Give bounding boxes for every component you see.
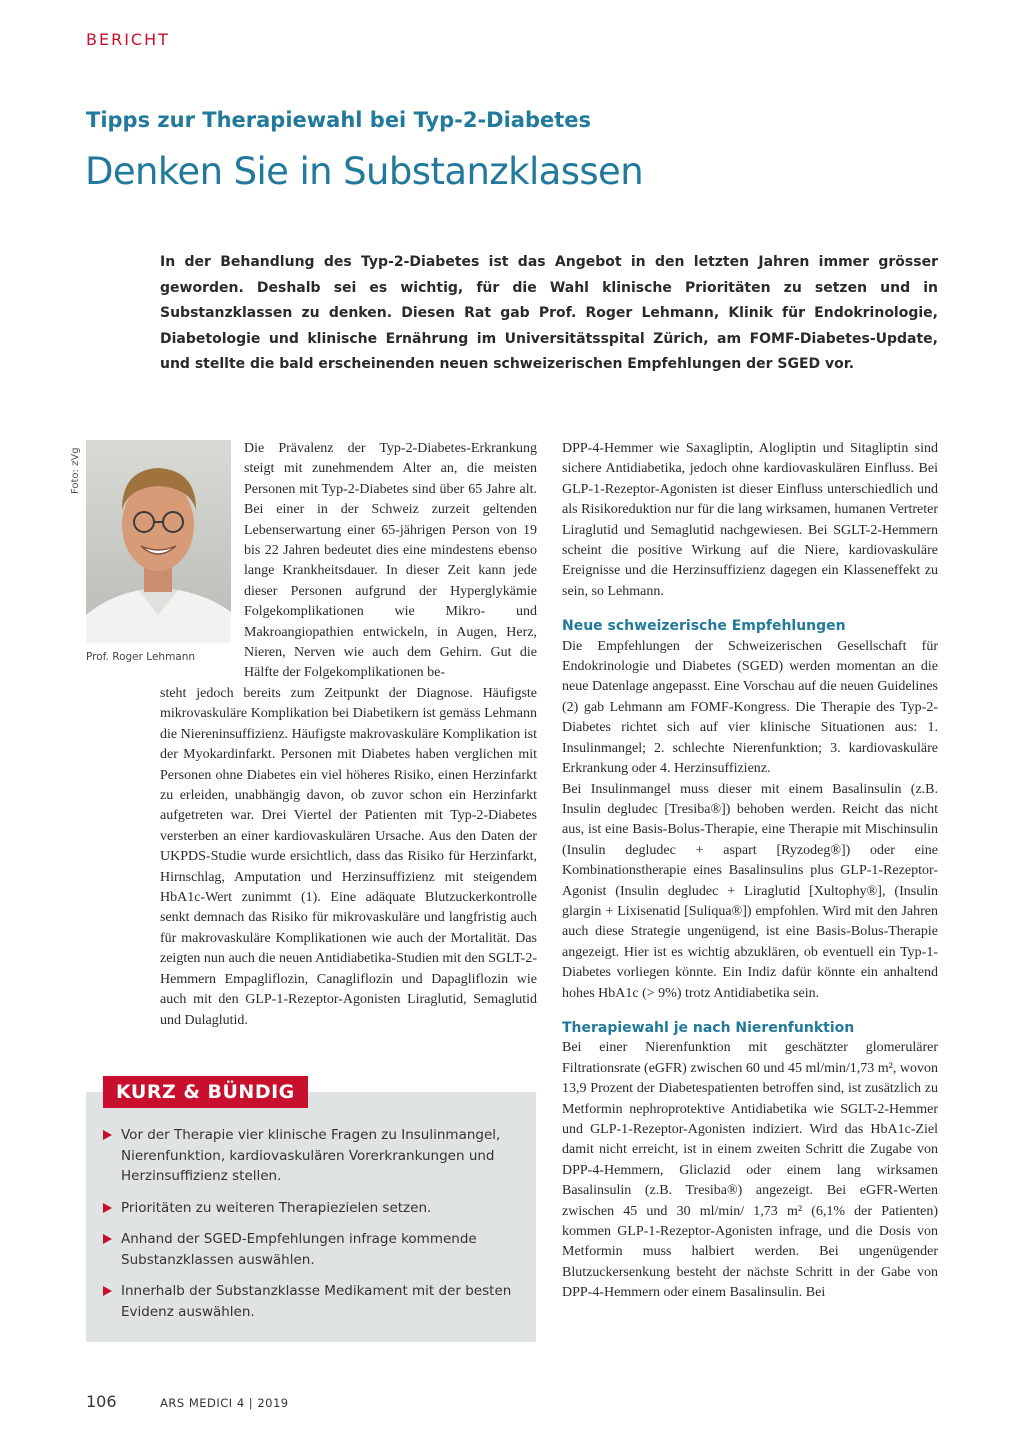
body-paragraph: Bei einer Nierenfunktion mit geschätzter glomerulärer Filtrationsrate (eGFR) zwischen 60 und 45 ml/min/1,73 m², wovon 13,9 Prozent der Diabetespatienten betroffen sind, ist zusätzlich zu Metformin nephroprotektive Antidiabetika wie SGLT-2-Hemmer und GLP-1-Rezeptor-Agonisten indiziert. Wird das HbA1c-Ziel damit nicht erreicht, ist in einem zweiten Schritt die Zugabe von DPP-4-Hemmern, Gliclazid oder einem lang wirksamen Basalinsulin (z.B. Tresiba®) angezeigt. Bei eGFR-Werten zwischen 45 und 30 ml/min/ 1,73 m² (6,1% der Patienten) kommen GLP-1-Rezeptor-Agonisten infrage, und die Dosis von Metformin muss halbiert werden. Bei ungenügender Blutzuckersenkung besteht der nächste Schritt in der Gabe von DPP-4-Hemmern oder einem Basalinsulin. Bei	[562, 1040, 938, 1301]
section-label: BERICHT	[86, 30, 170, 49]
body-paragraph: steht jedoch bereits zum Zeitpunkt der Diagnose. Häufigste mikrovaskuläre Komplikation bei Diabetikern ist gemäss Lehmann die Niereninsuffizienz. Häufigste makrovaskuläre Komplikation ist der Myokardinfarkt. Personen mit Diabetes haben verglichen mit Personen ohne Diabetes ein viel höheres Risiko, einen Herzinfarkt zu erleiden, unabhängig davon, ob zuvor schon ein Herzinfarkt aufgetreten war. Drei Viertel der Patienten mit Typ-2-Diabetes versterben an einer kardiovaskulären Ursache. Aus den Daten der UKPDS-Studie wurde ersichtlich, dass das Risiko für Herzinfarkt, Hirnschlag, Amputation und Herzinsuffizienz mit steigendem HbA1c-Wert zunimmt (1). Eine adäquate Blutzuckerkontrolle senkt demnach das Risiko für mikrovaskuläre und langfristig auch für makrovaskuläre Komplikationen wie auch der Mortalität. Das zeigten nun auch die neuen Antidiabetika-Studien mit den SGLT-2-Hemmern Empagliflozin, Canagliflozin und Dapagliflozin wie auch mit den GLP-1-Rezeptor-Agonisten Liraglutid, Semaglutid und Dulaglutid.	[160, 686, 537, 1028]
body-column-1-bottom	[160, 684, 537, 1031]
subheading-nierenfunktion: Therapiewahl je nach Nierenfunktion	[562, 1019, 855, 1036]
article-headline: Denken Sie in Substanzklassen	[85, 150, 644, 193]
body-column-1-top	[244, 439, 537, 684]
body-column-2	[562, 439, 938, 1304]
list-item: Anhand der SGED-Empfehlungen infrage kommende Substanzklassen auswählen.	[103, 1229, 513, 1270]
article-kicker: Tipps zur Therapiewahl bei Typ-2-Diabetes	[86, 108, 592, 132]
summary-box-title: KURZ & BÜNDIG	[103, 1076, 308, 1108]
triangle-bullet-icon	[103, 1286, 112, 1296]
portrait-photo	[86, 440, 231, 643]
body-paragraph: DPP-4-Hemmer wie Saxagliptin, Alogliptin und Sitagliptin sind sichere Antidiabetika, jedoch ohne kardiovaskulären Einfluss. Bei GLP-1-Rezeptor-Agonisten ist dieser Einfluss unterschiedlich und als Risikoreduktion nur für die lang wirksamen, humanen Vertreter Liraglutid und Semaglutid nachgewiesen. Bei SGLT-2-Hemmern scheint die positive Wirkung auf die Niere, kardiovaskuläre Ereignisse und die Herzinsuffizienz dagegen ein Klasseneffekt zu sein, so Lehmann.	[562, 441, 938, 599]
body-paragraph: Die Empfehlungen der Schweizerischen Gesellschaft für Endokrinologie und Diabetes (SGED) werden momentan an die neue Datenlage angepasst. Eine Vorschau auf die neuen Guidelines (2) gab Lehmann am FOMF-Kongress. Die Therapie des Typ-2-Diabetes richtet sich auf vier klinische Situationen aus: 1. Insulinmangel; 2. schlechte Nierenfunktion; 3. kardiovaskuläre Erkrankung oder 4. Herzinsuffizienz.	[562, 638, 938, 777]
body-paragraph: Die Prävalenz der Typ-2-Diabetes-Erkrankung steigt mit zunehmendem Alter an, die meisten Personen mit Typ-2-Diabetes sind über 65 Jahre alt. Bei einer in der Schweiz zurzeit geltenden Lebenserwartung einer 65-jährigen Person von 19 bis 22 Jahren bedeutet dies eine mindestens ebenso lange Krankheitsdauer. In dieser Zeit kann jede dieser Personen aufgrund der Hyperglykämie Folgekomplikationen wie Mikro- und Makroangiopathien entwickeln, in Augen, Herz, Nieren, Nerven wie auch dem Gehirn. Gut die Hälfte der Folgekomplikationen be-	[244, 441, 537, 681]
list-item: Vor der Therapie vier klinische Fragen zu Insulinmangel, Nierenfunktion, kardiovaskulären Vorerkrankungen und Herzinsuffizienz stellen.	[103, 1125, 513, 1187]
photo-caption: Prof. Roger Lehmann	[86, 651, 196, 663]
article-lead: In der Behandlung des Typ-2-Diabetes ist das Angebot in den letzten Jahren immer grösser geworden. Deshalb sei es wichtig, für die Wahl klinische Prioritäten zu setzen und in Substanzklassen zu denken. Diesen Rat gab Prof. Roger Lehmann, Klinik für Endokrinologie, Diabetologie und klinische Ernährung im Universitätsspital Zürich, am FOMF-Diabetes-Update, und stellte die bald erscheinenden neuen schweizerischen Empfehlungen der SGED vor.	[160, 254, 938, 373]
body-paragraph: Bei Insulinmangel muss dieser mit einem Basalinsulin (z.B. Insulin degludec [Tresiba®]) behoben werden. Reicht das nicht aus, ist eine Basis-Bolus-Therapie, eine Therapie mit Mischinsulin (Insulin degludec + aspart [Ryzodeg®]) oder eine Kombinationstherapie eines Basalinsulins plus GLP-1-Rezeptor-Agonist (Insulin degludec + Liraglutid [Xultophy®], (Insulin glargin + Lixisenatid [Suliqua®]) empfohlen. Wird mit den Jahren auch diese Strategie ungenügend, ist eine Basis-Bolus-Therapie angezeigt. Hier ist es wichtig abzuklären, ob eventuell ein Typ-1-Diabetes vorliegen könnte. Ein Indiz dafür könnte ein anhaltend hohes HbA1c (> 9%) trotz Antidiabetika sein.	[562, 781, 938, 1001]
subheading-empfehlungen: Neue schweizerische Empfehlungen	[562, 618, 846, 635]
list-item: Innerhalb der Substanzklasse Medikament mit der besten Evidenz auswählen.	[103, 1281, 513, 1322]
summary-list	[103, 1125, 513, 1333]
triangle-bullet-icon	[103, 1234, 112, 1244]
triangle-bullet-icon	[103, 1130, 112, 1140]
list-item: Prioritäten zu weiteren Therapiezielen setzen.	[103, 1198, 513, 1219]
journal-issue: ARS MEDICI 4 | 2019	[160, 1396, 289, 1410]
triangle-bullet-icon	[103, 1203, 112, 1213]
photo-credit: Foto: zVg	[70, 447, 81, 494]
page-number: 106	[86, 1392, 117, 1411]
portrait-illustration	[86, 440, 231, 643]
